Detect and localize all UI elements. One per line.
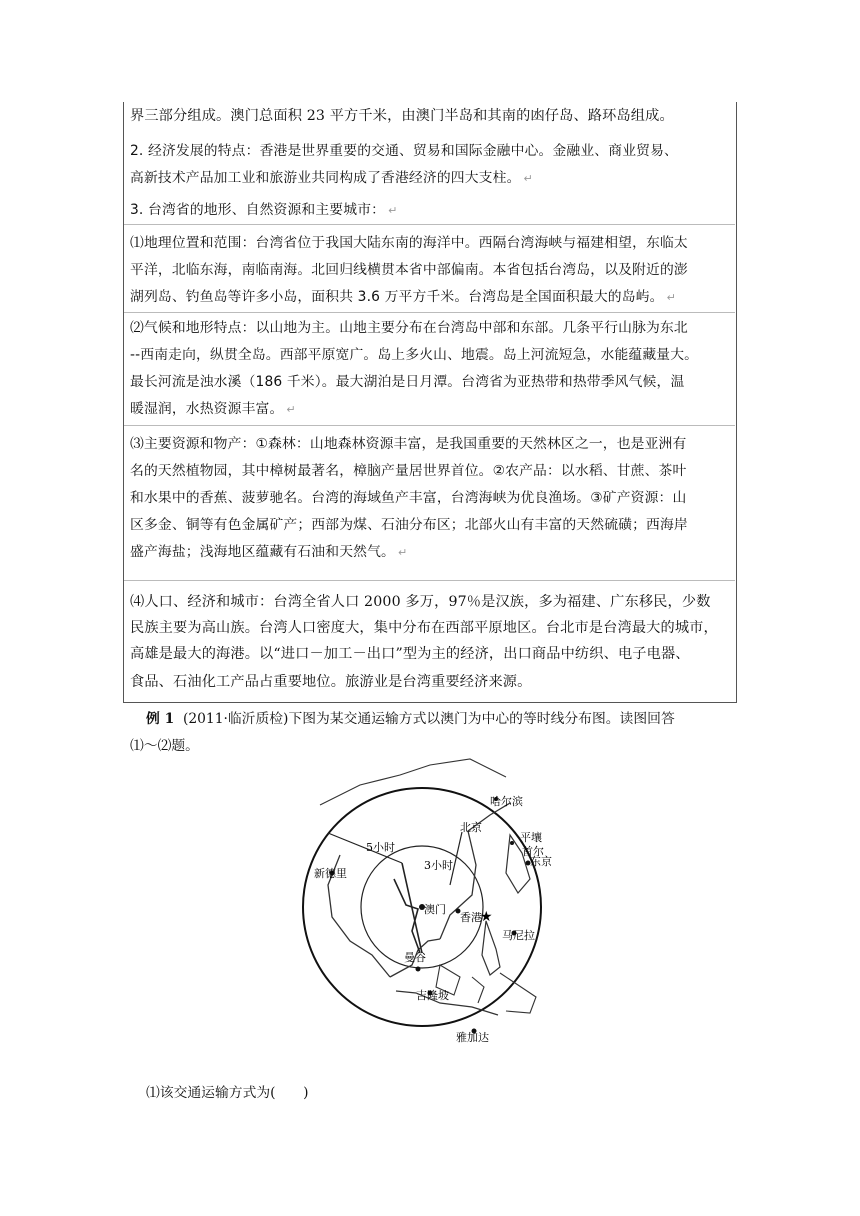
return-mark-icon: ↵ — [286, 403, 296, 416]
example-line-2: ⑴～⑵题。 — [130, 738, 199, 754]
return-mark-icon: ↵ — [523, 172, 533, 185]
para-2-line-4: 暖湿润，水热资源丰富。 ↵ — [130, 401, 296, 417]
map-label-pyongyang: 平壤 — [520, 831, 542, 844]
para-4-line-1: ⑷人口、经济和城市：台湾全省人口 2000 多万，97％是汉族，多为福建、广东移民，少数 — [130, 594, 711, 610]
section-3-title: 3. 台湾省的地形、自然资源和主要城市： ↵ — [130, 202, 398, 218]
para-2-line-1: ⑵气候和地形特点：以山地为主。山地主要分布在台湾岛中部和东部。几条平行山脉为东北 — [130, 320, 688, 336]
example-source: (2011·临沂质检) — [182, 711, 289, 727]
map-label-tokyo: 东京 — [530, 855, 552, 868]
question-1: ⑴该交通运输方式为( ) — [146, 1085, 309, 1101]
para-4-line-3: 高雄是最大的海港。以“进口－加工－出口”型为主的经济，出口商品中纺织、电子电器、 — [130, 646, 690, 662]
map-label-seoul: 首尔 — [522, 845, 544, 858]
beijing-star-icon: ★ — [480, 909, 493, 925]
divider — [124, 580, 735, 581]
map-label-3-hours: 3小时 — [424, 859, 453, 872]
para-3-line-2: 名的天然植物园，其中樟树最著名，樟脑产量居世界首位。②农产品：以水稻、甘蔗、茶叶 — [130, 463, 687, 479]
para-3-line-1: ⑶主要资源和物产：①森林：山地森林资源丰富，是我国重要的天然林区之一，也是亚洲有 — [130, 436, 687, 452]
return-mark-icon: ↵ — [388, 204, 398, 217]
para-2-line-2: --西南走向，纵贯全岛。西部平原宽广。岛上多火山、地震。岛上河流短急，水能蕴藏量大。 — [130, 347, 699, 363]
map-label-beijing: 北京 — [460, 821, 482, 834]
isochrone-map — [300, 745, 560, 1055]
para-3-line-4: 区多金、铜等有色金属矿产；西部为煤、石油分布区；北部火山有丰富的天然硫磺；西海岸 — [130, 517, 688, 533]
section-2-line-1: 2. 经济发展的特点：香港是世界重要的交通、贸易和国际金融中心。金融业、商业贸易、 — [130, 143, 678, 159]
divider — [124, 425, 735, 426]
para-1-line-2: 平洋，北临东海，南临南海。北回归线横贯本省中部偏南。本省包括台湾岛，以及附近的澎 — [130, 262, 688, 278]
example-label: 例 1 — [146, 711, 175, 727]
return-mark-icon: ↵ — [666, 291, 676, 304]
map-label-jakarta: 雅加达 — [456, 1031, 489, 1044]
box-line-1: 界三部分组成。澳门总面积 23 平方千米，由澳门半岛和其南的凼仔岛、路环岛组成。 — [130, 108, 674, 124]
map-label-5-hours: 5小时 — [366, 841, 395, 854]
para-3-line-3: 和水果中的香蕉、菠萝驰名。台湾的海域鱼产丰富，台湾海峡为优良渔场。③矿产资源：山 — [130, 490, 687, 506]
map-label-macau: 澳门 — [424, 903, 446, 916]
para-2-line-3: 最长河流是浊水溪（186 千米）。最大湖泊是日月潭。台湾省为亚热带和热带季风气候，温 — [130, 374, 685, 390]
seoul-dot — [510, 841, 514, 845]
para-3-line-5: 盛产海盐；浅海地区蕴藏有石油和天然气。 ↵ — [130, 544, 408, 560]
bangkok-dot — [416, 967, 421, 972]
para-4-line-4: 食品、石油化工产品占重要地位。旅游业是台湾重要经济来源。 — [130, 674, 532, 690]
map-label-kuala-lumpur: 吉隆坡 — [416, 989, 449, 1002]
para-4-line-2: 民族主要为高山族。台湾人口密度大，集中分布在西部平原地区。台北市是台湾最大的城市， — [130, 620, 718, 636]
para-1-line-1: ⑴地理位置和范围：台湾省位于我国大陆东南的海洋中。西隔台湾海峡与福建相望，东临太 — [130, 235, 688, 251]
map-label-manila: 马尼拉 — [502, 929, 535, 942]
map-label-new-delhi: 新德里 — [314, 867, 347, 880]
map-label-hongkong: 香港 — [460, 911, 482, 924]
return-mark-icon: ↵ — [398, 546, 408, 559]
para-1-line-3: 湖列岛、钓鱼岛等许多小岛，面积共 3.6 万平方千米。台湾岛是全国面积最大的岛屿。 ↵ — [130, 289, 676, 305]
example-line-1 — [146, 707, 736, 731]
example-text: 下图为某交通运输方式以澳门为中心的等时线分布图。读图回答 — [288, 711, 675, 727]
map-label-harbin: 哈尔滨 — [490, 795, 523, 808]
divider — [124, 312, 735, 313]
divider — [124, 224, 735, 225]
map-label-bangkok: 曼谷 — [404, 951, 426, 964]
section-2-line-2: 高新技术产品加工业和旅游业共同构成了香港经济的四大支柱。 ↵ — [130, 170, 533, 186]
